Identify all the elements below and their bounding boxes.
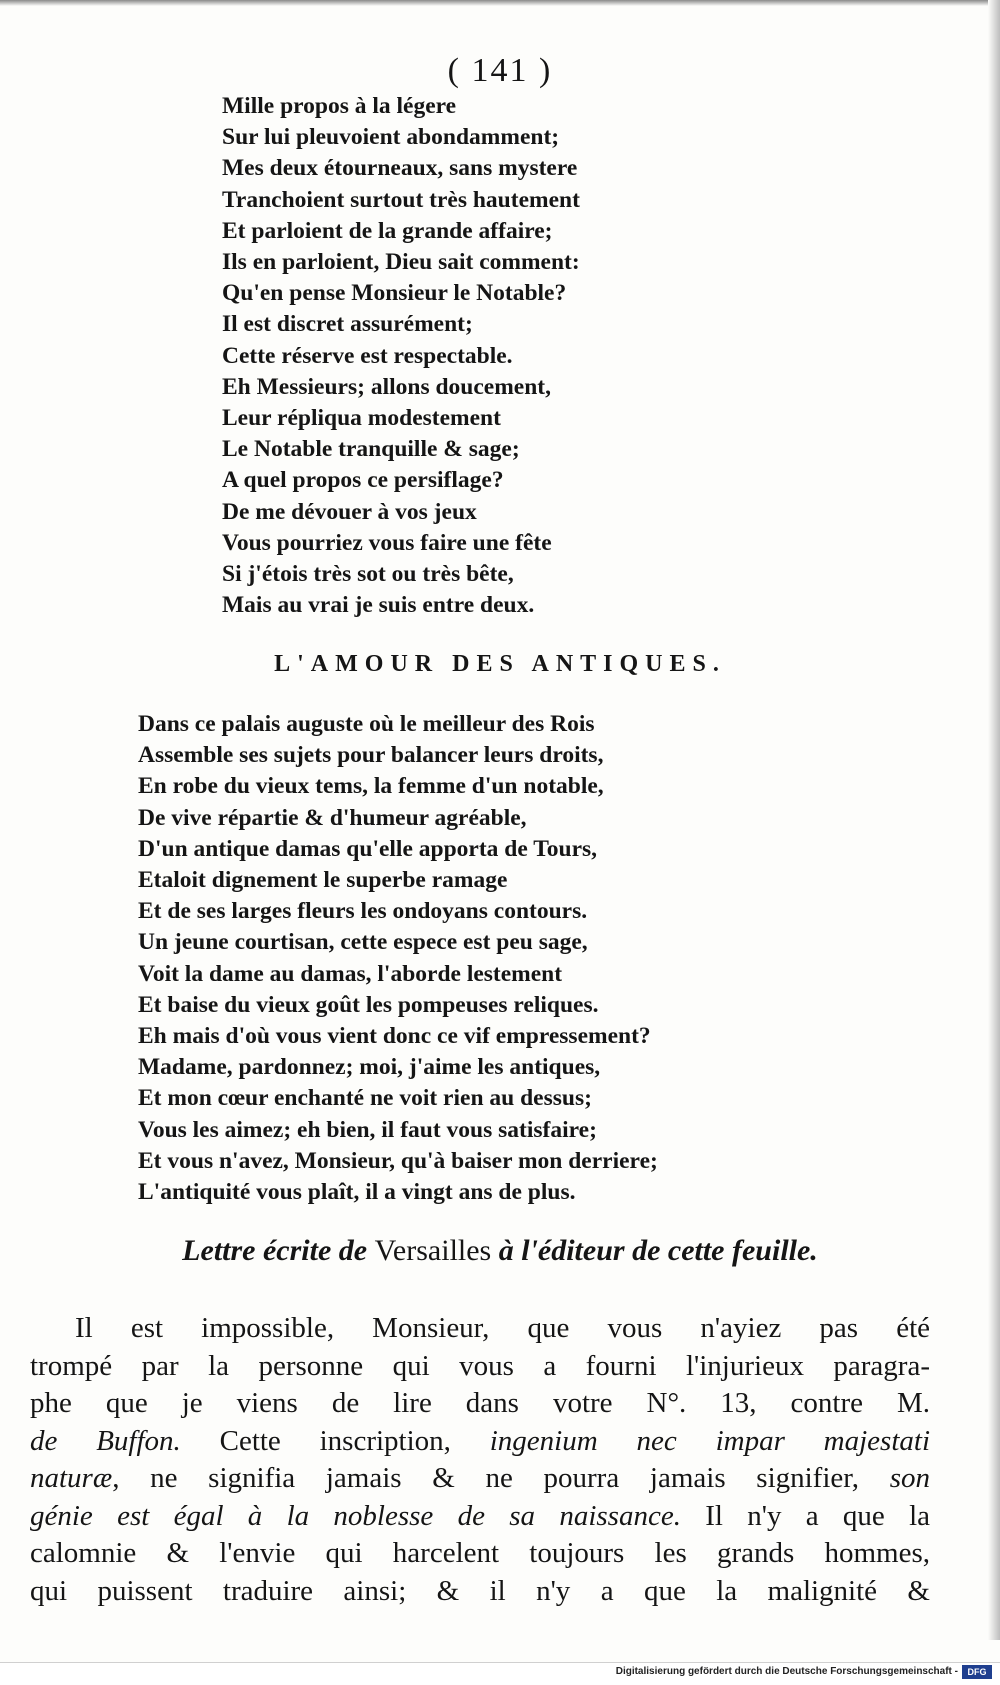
poem-notable xyxy=(222,91,580,621)
body-line: calomnie & l'envie qui harcelent toujours les grands hommes, xyxy=(30,1537,930,1569)
poem-line: Tranchoient surtout très hautement xyxy=(222,186,580,213)
poem-line: De me dévouer à vos jeux xyxy=(222,498,477,525)
dfg-logo: DFG xyxy=(962,1665,992,1679)
poem-line: Et baise du vieux goût les pompeuses reliques. xyxy=(138,991,599,1018)
poem-line: Et mon cœur enchanté ne voit rien au dessus; xyxy=(138,1085,592,1112)
poem-line: De vive répartie & d'humeur agréable, xyxy=(138,804,527,831)
body-text: Cette inscription, xyxy=(180,1424,490,1457)
letter-title-part: Lettre écrite de xyxy=(182,1234,375,1267)
section-heading: L'AMOUR DES ANTIQUES. xyxy=(274,651,726,677)
page-right-shadow xyxy=(988,0,1000,1640)
poem-line: Etaloit dignement le superbe ramage xyxy=(138,867,508,894)
letter-title-place: Versailles xyxy=(374,1234,492,1267)
poem-line: Il est discret assurément; xyxy=(222,311,473,338)
poem-line: Le Notable tranquille & sage; xyxy=(222,436,520,463)
poem-line: Ils en parloient, Dieu sait comment: xyxy=(222,249,580,276)
poem-line: Assemble ses sujets pour balancer leurs droits, xyxy=(138,742,604,769)
poem-line: Et vous n'avez, Monsieur, qu'à baiser mon derriere; xyxy=(138,1147,658,1174)
poem-line: Vous les aimez; eh bien, il faut vous satisfaire; xyxy=(138,1116,597,1143)
poem-line: A quel propos ce persiflage? xyxy=(222,467,504,494)
poem-line: L'antiquité vous plaît, il a vingt ans de plus. xyxy=(138,1179,576,1206)
body-line: trompé par la personne qui vous a fourni l'injurieux paragra- xyxy=(30,1349,930,1382)
french-translation: génie est égal à la noblesse de sa naissance. xyxy=(30,1499,681,1532)
funding-notice: Digitalisierung gefördert durch die Deutsche Forschungsgemeinschaft - xyxy=(615,1666,958,1677)
letter-title-part: à l'éditeur de cette feuille. xyxy=(491,1234,818,1267)
page-top-shadow xyxy=(0,0,1000,6)
body-text: , ne signifia jamais & ne pourra jamais signifier, xyxy=(112,1462,890,1494)
page-number: ( 141 ) xyxy=(447,52,553,89)
poem-line: Sur lui pleuvoient abondamment; xyxy=(222,124,560,151)
letter-title xyxy=(0,1234,1000,1268)
poem-line: Leur répliqua modestement xyxy=(222,405,501,432)
poem-line: Vous pourriez vous faire une fête xyxy=(222,529,552,556)
poem-line: Dans ce palais auguste où le meilleur des Rois xyxy=(138,711,595,737)
poem-line: Voit la dame au damas, l'aborde lestement xyxy=(138,960,563,987)
body-line xyxy=(30,1460,930,1498)
body-line: Il est impossible, Monsieur, que vous n'ayiez pas été xyxy=(75,1312,930,1344)
poem-line: En robe du vieux tems, la femme d'un notable, xyxy=(138,773,604,800)
latin-inscription: ingenium nec impar majestati xyxy=(489,1424,931,1457)
poem-line: Si j'étois très sot ou très bête, xyxy=(222,561,514,588)
body-line: phe que je viens de lire dans votre N°. 13, contre M. xyxy=(30,1387,930,1419)
poem-line: Eh mais d'où vous vient donc ce vif empressement? xyxy=(138,1023,651,1050)
latin-inscription-end: naturæ xyxy=(30,1462,113,1494)
poem-line: Mais au vrai je suis entre deux. xyxy=(222,592,535,619)
poem-line: Et de ses larges fleurs les ondoyans contours. xyxy=(138,898,588,925)
name-buffon: de Buffon. xyxy=(30,1424,181,1457)
poem-line: Cette réserve est respectable. xyxy=(222,342,513,369)
poem-line: Qu'en pense Monsieur le Notable? xyxy=(222,280,567,307)
body-line xyxy=(30,1498,930,1536)
body-line: qui puissent traduire ainsi; & il n'y a que la malignité & xyxy=(30,1574,930,1607)
poem-line: Un jeune courtisan, cette espece est peu sage, xyxy=(138,929,588,956)
poem-line: D'un antique damas qu'elle apporta de Tours, xyxy=(138,835,598,862)
body-text: Il n'y a que la xyxy=(680,1499,930,1532)
poem-line: Mes deux étourneaux, sans mystere xyxy=(222,155,578,182)
french-translation-start: son xyxy=(889,1462,930,1494)
letter-body xyxy=(30,1310,930,1610)
poem-antiques xyxy=(138,709,658,1208)
poem-line: Mille propos à la légere xyxy=(222,93,457,119)
body-line xyxy=(30,1423,930,1461)
poem-line: Madame, pardonnez; moi, j'aime les antiques, xyxy=(138,1054,601,1081)
poem-line: Eh Messieurs; allons doucement, xyxy=(222,373,551,400)
poem-line: Et parloient de la grande affaire; xyxy=(222,217,553,244)
